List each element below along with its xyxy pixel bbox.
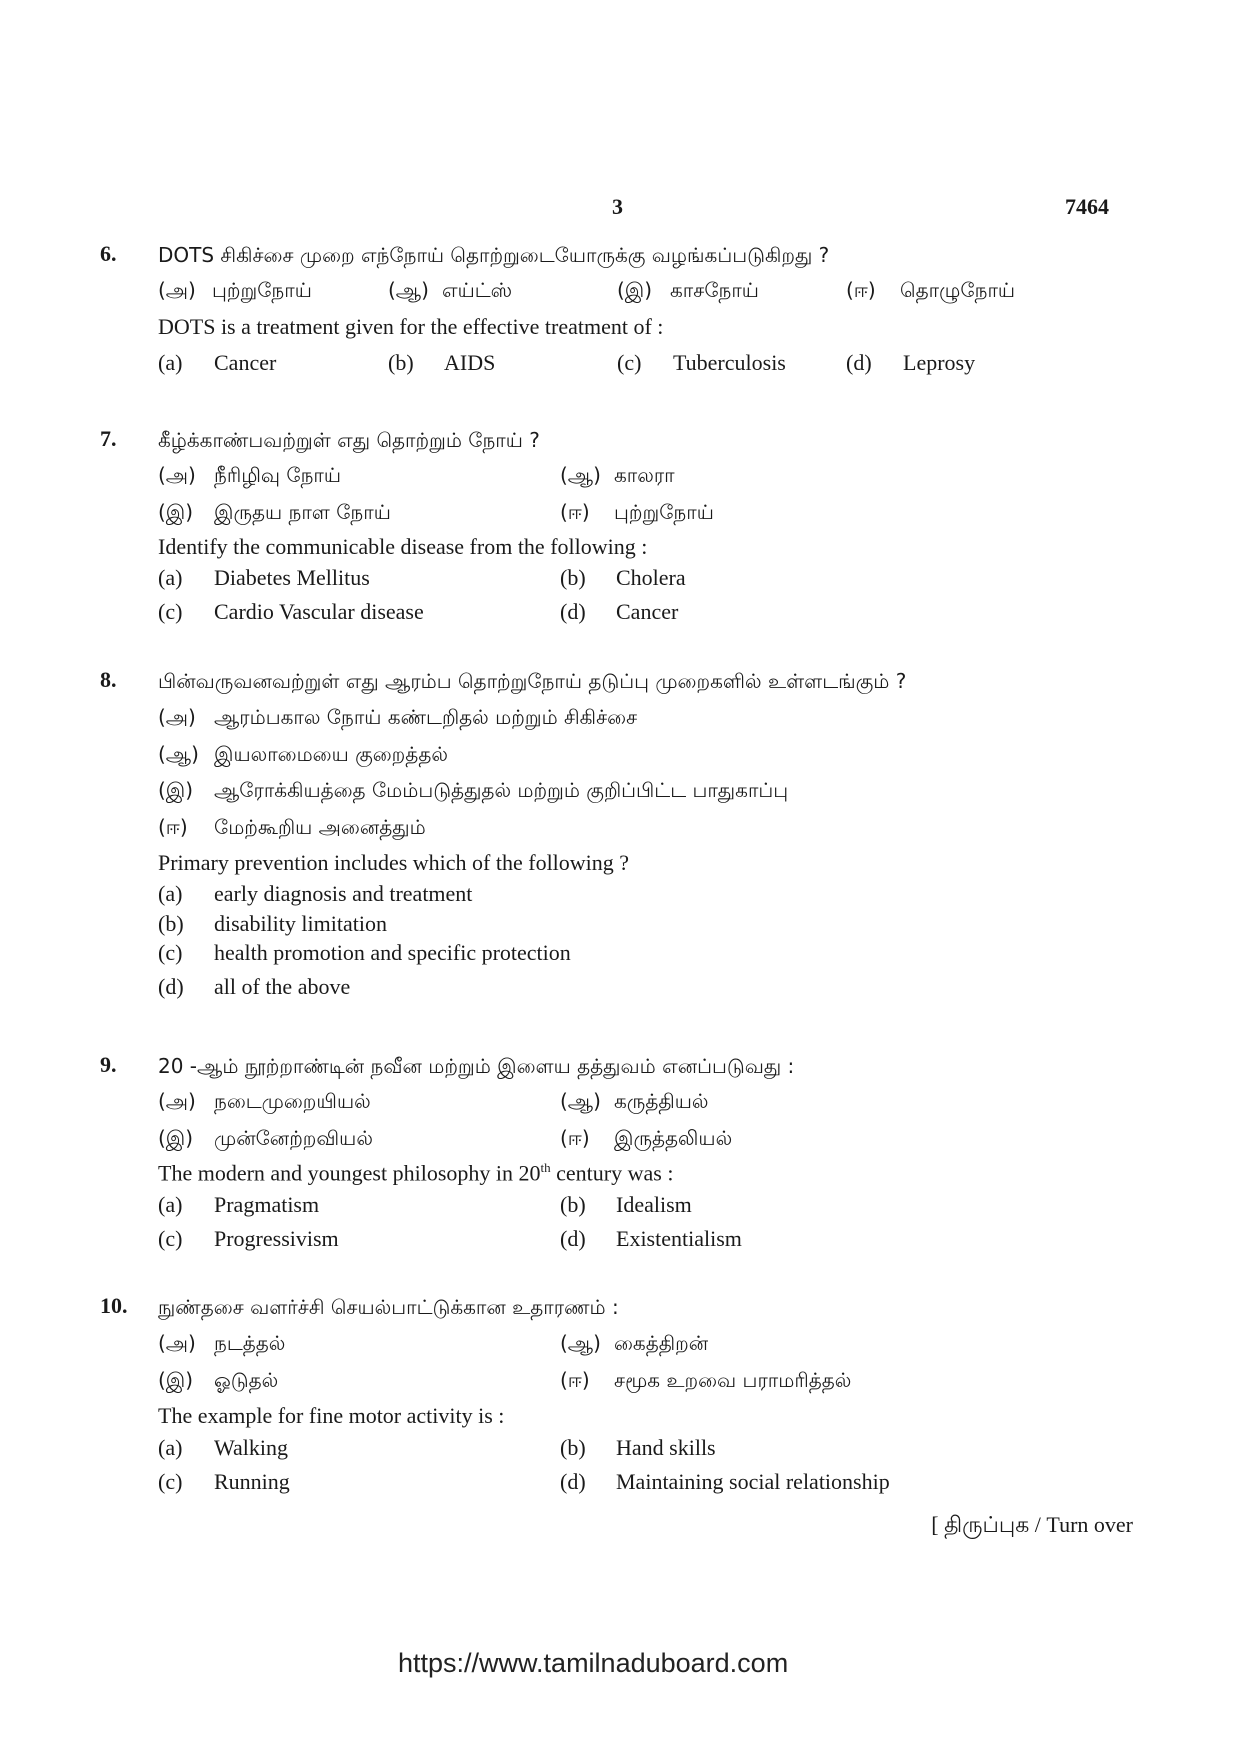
option-label: (ஆ) — [560, 463, 601, 487]
option-text: AIDS — [444, 350, 496, 375]
option-label: (ஈ) — [846, 278, 876, 302]
option-text: கருத்தியல் — [614, 1089, 709, 1113]
option-text: நடத்தல் — [214, 1331, 286, 1355]
superscript: th — [540, 1160, 551, 1175]
option-label: (இ) — [617, 278, 653, 302]
option-label: (இ) — [158, 500, 194, 524]
option-text: Tuberculosis — [673, 350, 786, 375]
option-label: (ஈ) — [560, 500, 590, 524]
option-label: (a) — [158, 1192, 183, 1217]
english-question: DOTS is a treatment given for the effective treatment of : — [158, 314, 664, 339]
question-number: 7. — [100, 426, 117, 451]
option-label: (b) — [560, 565, 586, 590]
option-text: நடைமுறையியல் — [214, 1089, 371, 1113]
option-text: Leprosy — [903, 350, 976, 375]
option-text: எய்ட்ஸ் — [442, 278, 513, 302]
option-label: (ஈ) — [158, 815, 188, 839]
english-question-text: The modern and youngest philosophy in 20 — [158, 1160, 541, 1186]
option-label: (அ) — [158, 278, 196, 302]
tamil-question: DOTS சிகிச்சை முறை எந்நோய் தொற்றுடையோருக்கு வழங்கப்படுகிறது ? — [158, 243, 830, 267]
option-label: (அ) — [158, 1089, 196, 1113]
option-text: காசநோய் — [670, 278, 759, 302]
question-number: 8. — [100, 667, 117, 692]
english-question-tail: century was : — [550, 1160, 674, 1186]
option-label: (a) — [158, 565, 183, 590]
option-label: (b) — [560, 1435, 586, 1460]
tamil-question: நுண்தசை வளர்ச்சி செயல்பாட்டுக்கான உதாரணம் : — [158, 1295, 619, 1319]
option-text: புற்றுநோய் — [614, 500, 714, 524]
option-label: (d) — [846, 350, 872, 375]
option-label: (ஈ) — [560, 1126, 590, 1150]
option-text: இருத்தலியல் — [614, 1126, 733, 1150]
question-number: 10. — [100, 1293, 128, 1318]
option-label: (d) — [560, 1469, 586, 1494]
question-number: 9. — [100, 1052, 117, 1077]
option-text: Idealism — [616, 1192, 692, 1217]
option-label: (c) — [158, 1469, 183, 1494]
option-label: (d) — [560, 599, 586, 624]
option-text: Progressivism — [214, 1226, 339, 1251]
option-text: ஓடுதல் — [214, 1368, 279, 1392]
tamil-question: பின்வருவனவற்றுள் எது ஆரம்ப தொற்றுநோய் தடுப்பு முறைகளில் உள்ளடங்கும் ? — [158, 669, 907, 693]
option-text: ஆரோக்கியத்தை மேம்படுத்துதல் மற்றும் குறிப்பிட்ட பாதுகாப்பு — [214, 778, 789, 802]
option-text: Hand skills — [616, 1435, 716, 1460]
option-text: Cancer — [214, 350, 277, 375]
option-text: ஆரம்பகால நோய் கண்டறிதல் மற்றும் சிகிச்சை — [214, 705, 638, 729]
option-label: (d) — [158, 974, 184, 999]
option-text: சமூக உறவை பராமரித்தல் — [614, 1368, 852, 1392]
option-text: புற்றுநோய் — [212, 278, 312, 302]
option-text: Maintaining social relationship — [616, 1469, 890, 1494]
option-text: Walking — [214, 1435, 288, 1460]
option-label: (அ) — [158, 705, 196, 729]
option-label: (ஆ) — [560, 1331, 601, 1355]
option-label: (b) — [388, 350, 414, 375]
option-label: (இ) — [158, 778, 194, 802]
option-label: (c) — [158, 1226, 183, 1251]
option-label: (b) — [560, 1192, 586, 1217]
turn-over-note: [ திருப்புக / Turn over — [931, 1512, 1133, 1537]
option-label: (c) — [158, 599, 183, 624]
option-text: Cholera — [616, 565, 686, 590]
option-label: (a) — [158, 1435, 183, 1460]
option-text: நீரிழிவு நோய் — [214, 463, 342, 487]
tamil-question: 20 -ஆம் நூற்றாண்டின் நவீன மற்றும் இளைய தத்துவம் எனப்படுவது : — [158, 1054, 795, 1078]
option-text: கைத்திறன் — [614, 1331, 709, 1355]
tamil-question: கீழ்க்காண்பவற்றுள் எது தொற்றும் நோய் ? — [158, 428, 540, 452]
option-label: (c) — [158, 940, 183, 965]
option-text: Cancer — [616, 599, 679, 624]
option-text: தொழுநோய் — [900, 278, 1016, 302]
option-text: Pragmatism — [214, 1192, 320, 1217]
option-text: காலரா — [614, 463, 675, 487]
option-label: (a) — [158, 350, 183, 375]
option-label: (அ) — [158, 1331, 196, 1355]
page-number: 3 — [612, 194, 623, 219]
option-label: (ஆ) — [388, 278, 429, 302]
option-text: health promotion and specific protection — [214, 940, 571, 965]
english-question: Primary prevention includes which of the following ? — [158, 850, 630, 875]
option-text: Diabetes Mellitus — [214, 565, 370, 590]
option-label: (b) — [158, 911, 184, 936]
option-text: மேற்கூறிய அனைத்தும் — [214, 815, 426, 839]
option-text: all of the above — [214, 974, 351, 999]
option-text: Cardio Vascular disease — [214, 599, 424, 624]
option-text: முன்னேற்றவியல் — [214, 1126, 373, 1150]
option-label: (ஈ) — [560, 1368, 590, 1392]
english-question — [158, 1160, 673, 1186]
option-text: early diagnosis and treatment — [214, 881, 473, 906]
english-question: Identify the communicable disease from the following : — [158, 534, 648, 559]
source-url[interactable]: https://www.tamilnaduboard.com — [398, 1648, 789, 1678]
question-number: 6. — [100, 241, 117, 266]
option-label: (d) — [560, 1226, 586, 1251]
option-label: (c) — [617, 350, 642, 375]
paper-code: 7464 — [1065, 194, 1109, 219]
option-label: (இ) — [158, 1126, 194, 1150]
option-text: இயலாமையை குறைத்தல் — [214, 742, 448, 766]
option-text: Running — [214, 1469, 290, 1494]
option-text: Existentialism — [616, 1226, 742, 1251]
option-text: disability limitation — [214, 911, 387, 936]
option-label: (a) — [158, 881, 183, 906]
option-label: (ஆ) — [158, 742, 199, 766]
option-label: (ஆ) — [560, 1089, 601, 1113]
option-label: (இ) — [158, 1368, 194, 1392]
option-label: (அ) — [158, 463, 196, 487]
english-question: The example for fine motor activity is : — [158, 1403, 505, 1428]
option-text: இருதய நாள நோய் — [214, 500, 391, 524]
